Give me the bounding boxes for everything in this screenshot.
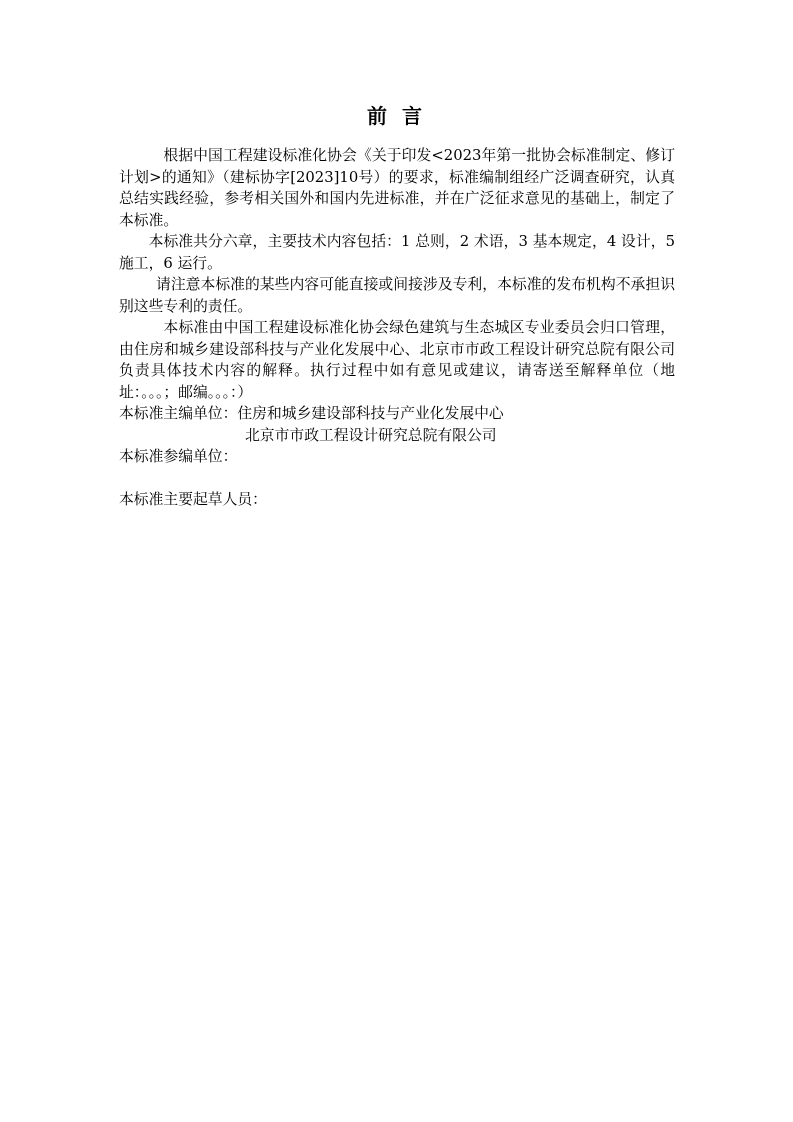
participating-units: 本标准参编单位：	[119, 448, 238, 465]
blank-line	[119, 468, 675, 490]
main-drafters: 本标准主要起草人员：	[119, 491, 267, 508]
page-title: 前 言	[367, 104, 426, 128]
paragraph-patent-notice: 请注意本标准的某些内容可能直接或间接涉及专利，本标准的发布机构不承担识别这些专利的责任。	[119, 276, 675, 315]
chief-editor-unit: 本标准主编单位：住房和城乡建设部科技与产业化发展中心	[119, 405, 504, 422]
document-body	[119, 145, 675, 511]
paragraph-chapters: 本标准共分六章，主要技术内容包括：1 总则，2 术语，3 基本规定，4 设计，5 施工，6 运行。	[119, 233, 675, 272]
paragraph-management: 本标准由中国工程建设标准化协会绿色建筑与生态城区专业委员会归口管理，由住房和城乡建设部科技与产业化发展中心、北京市市政工程设计研究总院有限公司负责具体技术内容的解释。执行过程中如有意见或建议，请寄送至解释单位（地址：。。。；邮编。。。：）	[119, 319, 675, 401]
chief-editor-unit-second: 北京市市政工程设计研究总院有限公司	[245, 426, 497, 444]
paragraph-background: 根据中国工程建设标准化协会《关于印发<2023年第一批协会标准制定、修订计划>的通知》（建标协字[2023]10号）的要求，标准编制组经广泛调查研究，认真总结实践经验，参考相关国外和国内先进标准，并在广泛征求意见的基础上，制定了本标准。	[119, 147, 675, 229]
